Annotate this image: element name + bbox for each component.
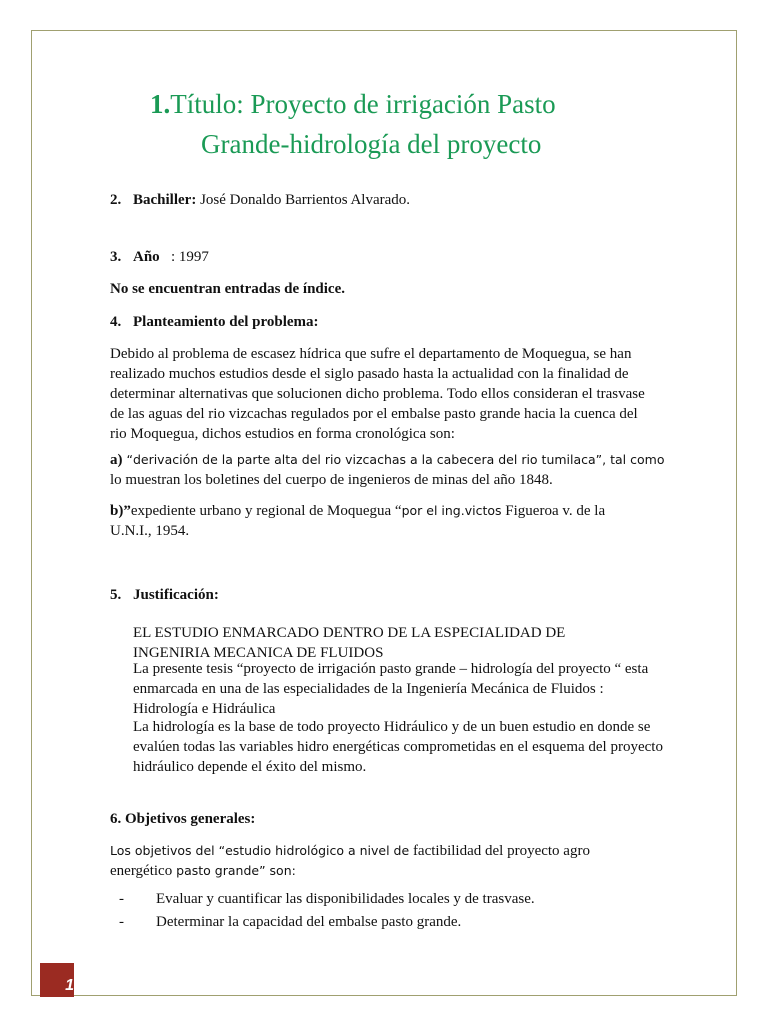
no-index-text: No se encuentran entradas de índice. [110,281,345,297]
title-line-1: Título: Proyecto de irrigación Pasto [170,89,556,119]
bachiller-label: Bachiller: [133,192,197,208]
objetivos-intro-part-2: factibilidad del proyecto agro energético [110,843,590,879]
list-item-text: Determinar la capacidad del embalse pasto grande. [156,914,462,930]
item-b-text-3: Figueroa v. de la U.N.I., 1954. [110,503,606,539]
justificacion-line-1: EL ESTUDIO ENMARCADO DENTRO DE LA ESPECIALIDAD DE INGENIRIA MECANICA DE FLUIDOS [133,625,566,661]
title-line-2: Grande-hidrología del proyecto [201,129,542,159]
item-a-rest: lo muestran los boletines del cuerpo de ingenieros de minas del año 1848. [110,472,553,488]
justificacion-heading-text: Justificación: [133,587,219,603]
anio-number: 3. [110,249,122,265]
item-b-text-1: expediente urbano y regional de Moquegua “ [130,503,402,519]
objetivos-intro [110,841,630,881]
planteamiento-heading [110,312,660,332]
objetivos-heading-text: 6. Objetivos generales: [110,811,256,827]
objetivos-heading [110,809,660,829]
objetivos-list [110,888,670,934]
item-a-quote: “derivación de la parte alta del rio vizcachas a la cabecera del rio tumilaca”, tal como [122,452,665,467]
no-index-note [110,279,660,299]
bachiller-number: 2. [110,192,122,208]
item-b-text-2: por el ing.victos [401,503,502,518]
page-number: 1 [65,977,74,994]
justificacion-number: 5. [110,587,122,603]
item-b [110,501,650,541]
anio-line [110,247,660,267]
justificacion-heading [110,585,660,605]
objetivos-intro-part-1: Los objetivos del “estudio hidrológico a nivel de [110,843,410,858]
justificacion-line-3: La hidrología es la base de todo proyecto Hidráulico y de un buen estudio en donde se evalúen todas las variables hidro energéticas comprometidas en el esquema del proyecto hidráulico depende el éxito del mismo. [133,719,663,775]
document-title [150,84,710,164]
title-number: 1. [150,89,171,119]
objetivos-intro-part-3: pasto grande” son: [172,863,296,878]
justificacion-line-2: La presente tesis “proyecto de irrigación pasto grande – hidrología del proyecto “ esta enmarcada en una de las especialidades de la Ingeniería Mecánica de Fluidos : Hidrología e Hidráulica [133,661,649,717]
item-a-label: a) [110,452,123,468]
list-item [110,888,670,911]
page-number-badge [40,963,74,997]
bachiller-line [110,190,660,210]
dash-marker: - [119,914,124,930]
planteamiento-number: 4. [110,314,122,330]
anio-label: Año [133,249,160,265]
anio-value: : 1997 [159,249,209,265]
item-b-label: b)” [110,503,131,519]
dash-marker: - [119,891,124,907]
planteamiento-heading-text: Planteamiento del problema: [133,314,319,330]
planteamiento-body: Debido al problema de escasez hídrica que sufre el departamento de Moquegua, se han realizado muchos estudios desde el siglo pasado hasta la actualidad con la finalidad de determinar alternativas que solucionen dicho problema. Todo ellos consideran el trasvase de las aguas del rio vizcachas regulados por el embalse pasto grande hacia la cuenca del rio Moquegua, dichos estudios en forma cronológica son: [110,346,645,442]
bachiller-value: José Donaldo Barrientos Alvarado. [196,192,411,208]
list-item [110,911,670,934]
item-a [110,450,670,490]
list-item-text: Evaluar y cuantificar las disponibilidades locales y de trasvase. [156,891,535,907]
